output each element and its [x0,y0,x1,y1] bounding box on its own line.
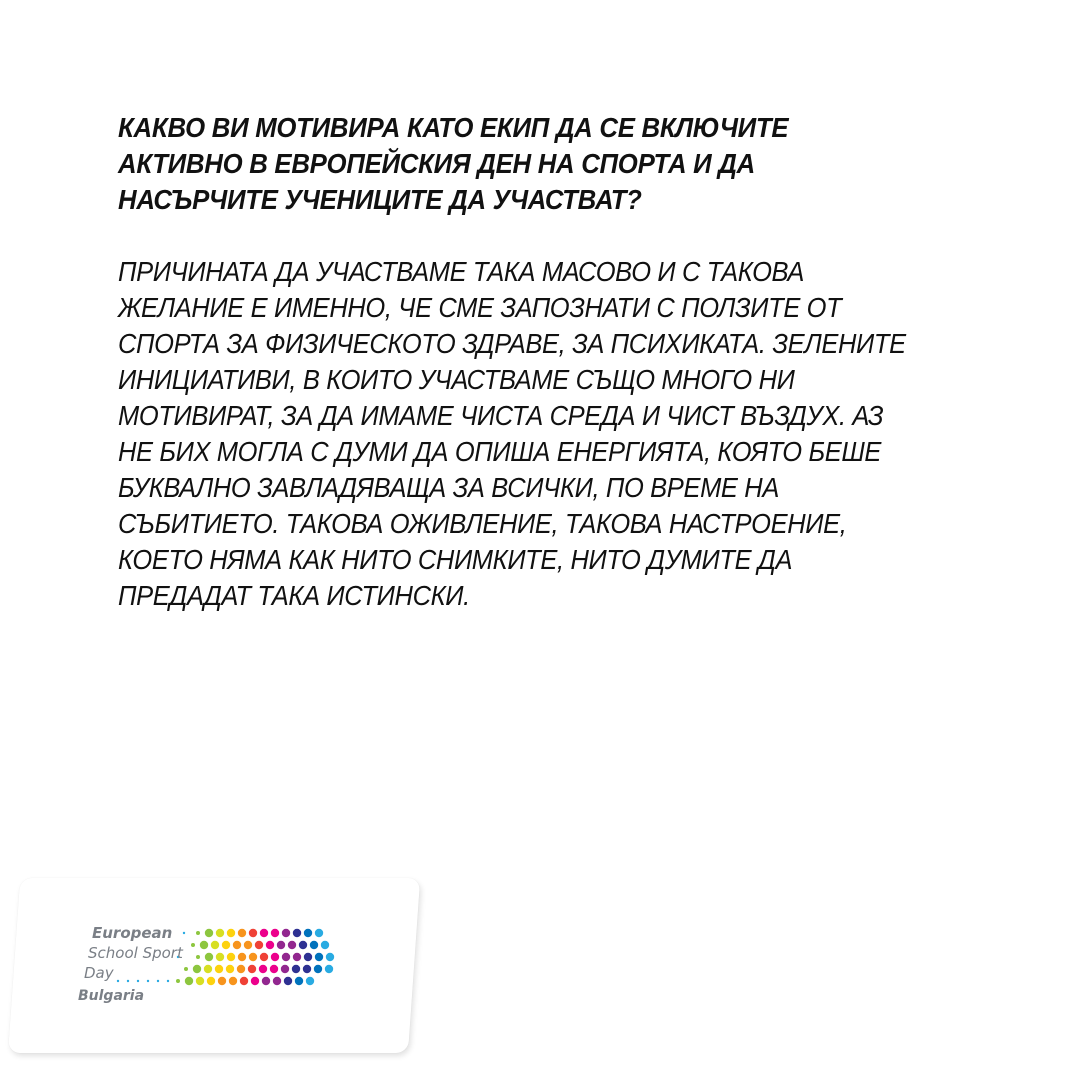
logo-dot [273,977,281,985]
logo-dot [227,953,235,961]
logo-dot [325,965,333,973]
logo-dot [238,953,246,961]
logo-dot [193,965,201,973]
logo-dot [292,965,300,973]
logo-dot [249,929,257,937]
logo-dot [222,941,230,949]
logo-dot [204,965,212,973]
logo-dot [306,977,314,985]
question-heading: КАКВО ВИ МОТИВИРА КАТО ЕКИП ДА СЕ ВКЛЮЧИТЕ АКТИВНО В ЕВРОПЕЙСКИЯ ДЕН НА СПОРТА И ДА НАСЪРЧИТЕ УЧЕНИЦИТЕ ДА УЧАСТВАТ? [118,112,789,215]
logo-dot [284,977,292,985]
logo-dot [216,953,224,961]
logo-dot [271,929,279,937]
logo-dot [262,977,270,985]
logo-dot [288,941,296,949]
logo-dot [205,929,213,937]
logo-text-european: European [92,924,173,942]
logo-dot [293,953,301,961]
logo-dot [200,941,208,949]
post-content [118,110,968,611]
logo-dot [238,929,246,937]
logo-dot [233,941,241,949]
logo-trail-dot [157,980,159,982]
logo-trail-dot [117,980,119,982]
logo-dot [321,941,329,949]
logo-dot [310,941,318,949]
logo-dot [315,929,323,937]
logo [8,878,408,1053]
logo-dot [260,929,268,937]
logo-dot [303,965,311,973]
logo-dot [240,977,248,985]
answer-paragraph: ПРИЧИНАТА ДА УЧАСТВАМЕ ТАКА МАСОВО И С ТАКОВА ЖЕЛАНИЕ Е ИМЕННО, ЧЕ СМЕ ЗАПОЗНАТИ С ПОЛЗИТЕ ОТ СПОРТА ЗА ФИЗИЧЕСКОТО ЗДРАВЕ, ЗА ПСИХИКАТА. ЗЕЛЕНИТЕ ИНИЦИАТИВИ, В КОИТО УЧАСТВАМЕ СЪЩО МНОГО НИ МОТИВИРАТ, ЗА ДА ИМАМЕ ЧИСТА СРЕДА И ЧИСТ ВЪЗДУХ. АЗ НЕ БИХ МОГЛА С ДУМИ ДА ОПИША ЕНЕРГИЯТА, КОЯТО БЕШЕ БУКВАЛНО ЗАВЛАДЯВАЩА ЗА ВСИЧКИ, ПО ВРЕМЕ НА СЪБИТИЕТО. ТАКОВА ОЖИВЛЕНИЕ, ТАКОВА НАСТРОЕНИЕ, КОЕТО НЯМА КАК НИТО СНИМКИТЕ, НИТО ДУМИТЕ ДА ПРЕДАДАТ ТАКА ИСТИНСКИ. [118,256,906,611]
logo-dot [326,953,334,961]
logo-trail-dot [183,932,185,934]
logo-dot [293,929,301,937]
logo-dot [229,977,237,985]
logo-dot [191,943,195,947]
logo-dot [211,941,219,949]
logo-trail-dot [137,980,139,982]
logo-card [8,878,420,1053]
logo-dot [237,965,245,973]
logo-dot [255,941,263,949]
logo-dot [196,931,200,935]
logo-dot [226,965,234,973]
logo-dot [244,941,252,949]
logo-dot [251,977,259,985]
logo-trail-dot [147,980,149,982]
logo-dot [304,953,312,961]
logo-dot [207,977,215,985]
logo-dot [299,941,307,949]
logo-dot [196,955,200,959]
logo-dot [196,977,204,985]
logo-dot [282,929,290,937]
logo-dot [205,953,213,961]
logo-dot [218,977,226,985]
dots-graphic [8,878,408,1053]
logo-dot [176,979,180,983]
logo-dot [271,953,279,961]
logo-dot [270,965,278,973]
logo-dot [249,953,257,961]
logo-dot [277,941,285,949]
logo-dot [282,953,290,961]
logo-text-day: Day [84,964,114,982]
logo-trail-dot [127,980,129,982]
logo-dot [259,965,267,973]
logo-dot [315,953,323,961]
logo-dot [266,941,274,949]
logo-dot [248,965,256,973]
logo-dot [216,929,224,937]
logo-dot [295,977,303,985]
logo-dot [185,977,193,985]
logo-text-bulgaria: Bulgaria [78,988,145,1004]
logo-dot [304,929,312,937]
logo-trail-dot [167,980,169,982]
logo-dot [184,967,188,971]
logo-text-school-sport: School Sport [88,944,183,962]
logo-dot [260,953,268,961]
logo-dot [215,965,223,973]
logo-dot [227,929,235,937]
logo-dot [314,965,322,973]
logo-dot [281,965,289,973]
